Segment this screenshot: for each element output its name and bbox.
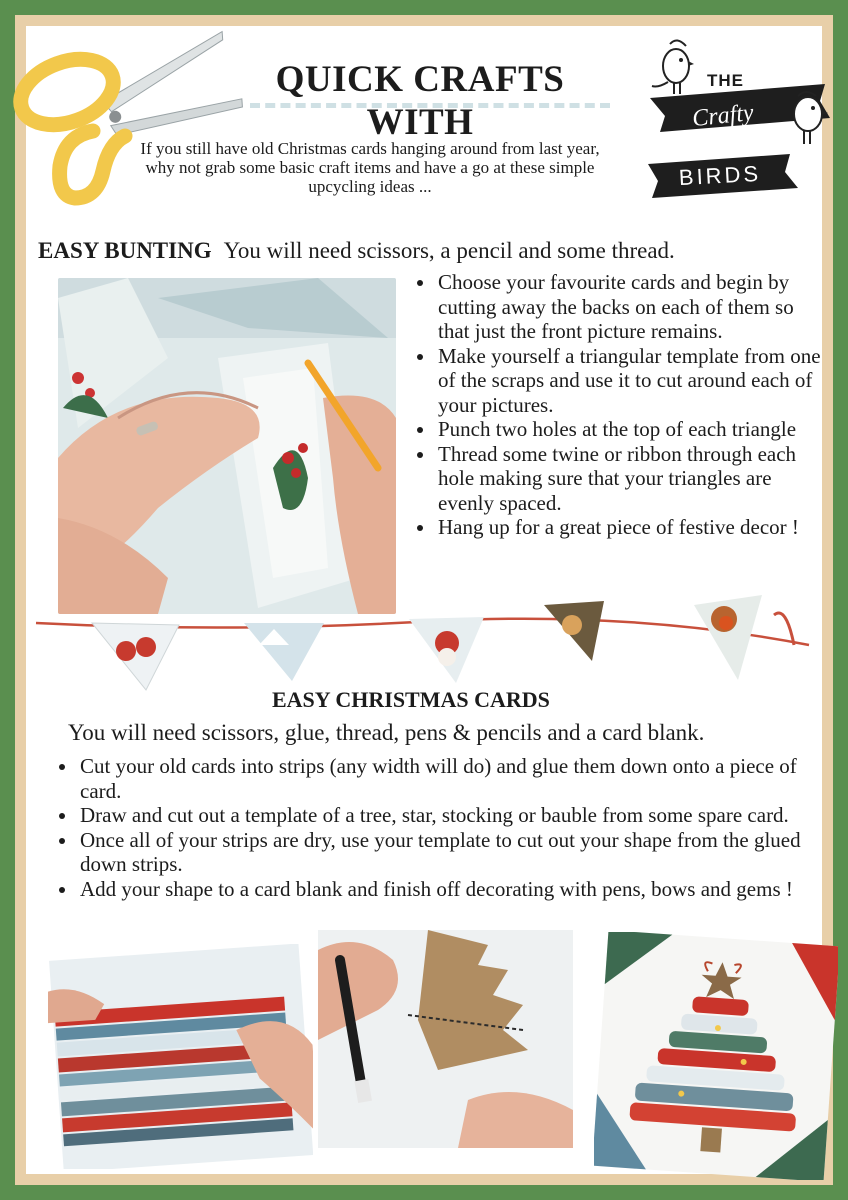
logo-crafty: Crafty	[691, 99, 755, 133]
list-item: • Make yourself a triangular template from one of the scraps and use it to cut around each of your pictures.	[436, 344, 828, 418]
list-item: • Punch two holes at the top of each triangle	[436, 417, 828, 442]
cards-requirements: You will need scissors, glue, thread, pens & pencils and a card blank.	[68, 720, 705, 745]
bunting-requirements: You will need scissors, a pencil and some thread.	[223, 238, 675, 263]
cards-heading: EASY CHRISTMAS CARDS	[272, 687, 550, 712]
list-item: • Choose your favourite cards and begin by cutting away the backs on each of them so that just the front picture remains.	[436, 270, 828, 344]
bunting-heading: EASY BUNTING	[38, 238, 212, 263]
bunting-garland-illustration	[34, 585, 814, 695]
tree-template-photo	[318, 930, 573, 1148]
bunting-steps-list	[418, 270, 828, 540]
title-dashed-rule	[250, 103, 610, 108]
logo-the: THE	[707, 71, 744, 90]
list-item: • Draw and cut out a template of a tree, star, stocking or bauble from some spare card.	[78, 803, 838, 828]
bunting-cutting-photo	[58, 278, 396, 614]
page-title: QUICK CRAFTS WITH	[275, 59, 565, 143]
bunting-heading-line	[38, 238, 828, 264]
cards-steps-list	[56, 754, 838, 901]
logo-birds: BIRDS	[678, 160, 762, 191]
bird-left-icon	[652, 40, 694, 94]
list-item: • Hang up for a great piece of festive decor !	[436, 515, 828, 540]
intro-text: If you still have old Christmas cards hanging around from last year, why not grab some basic craft items and have a go at these simple upcycling ideas ...	[140, 139, 600, 196]
glued-strips-photo	[48, 944, 313, 1169]
list-item: • Add your shape to a card blank and finish off decorating with pens, bows and gems !	[78, 877, 838, 902]
list-item: • Once all of your strips are dry, use your template to cut out your shape from the glued down strips.	[78, 828, 838, 877]
finished-tree-card-photo	[594, 932, 838, 1180]
list-item: • Cut your old cards into strips (any width will do) and glue them down onto a piece of card.	[78, 754, 838, 803]
list-item: • Thread some twine or ribbon through each hole making sure that your triangles are evenly spaced.	[436, 442, 828, 516]
